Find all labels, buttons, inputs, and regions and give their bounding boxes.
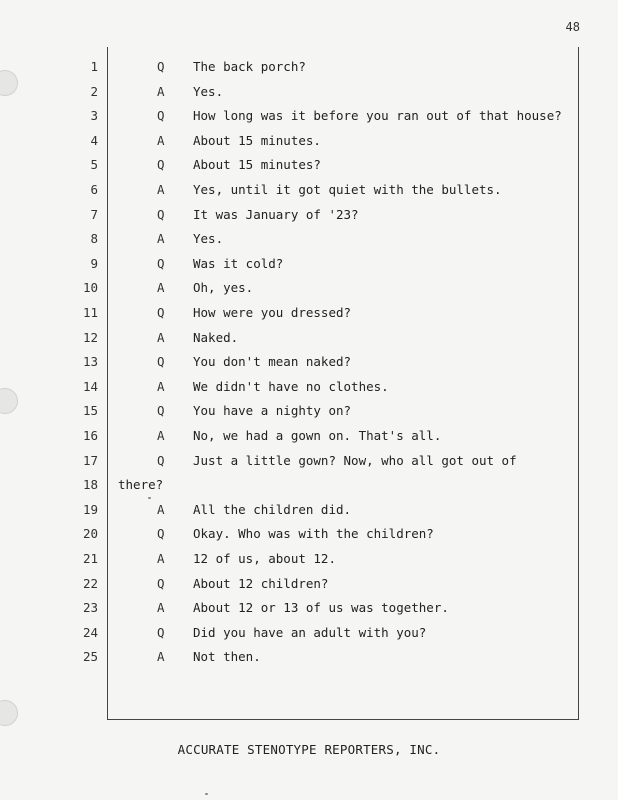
line-number: 5 bbox=[90, 157, 98, 173]
transcript-line bbox=[0, 58, 618, 76]
transcript-line bbox=[0, 83, 618, 101]
line-number: 11 bbox=[82, 305, 98, 320]
line-number: 7 bbox=[90, 206, 98, 222]
line-number: 1 bbox=[90, 59, 98, 74]
speaker-label: A bbox=[157, 600, 165, 616]
testimony-text: Not then. bbox=[193, 649, 261, 665]
testimony-text: Okay. Who was with the children? bbox=[193, 526, 434, 542]
line-number: 16 bbox=[82, 428, 98, 443]
testimony-text: You have a nighty on? bbox=[193, 403, 352, 419]
transcript-line bbox=[0, 181, 618, 199]
testimony-text: Yes, until it got quiet with the bullets. bbox=[193, 182, 502, 197]
testimony-text: About 15 minutes. bbox=[193, 132, 321, 148]
line-number: 18 bbox=[82, 477, 98, 493]
transcript-line bbox=[0, 402, 618, 420]
paper-speck bbox=[205, 793, 208, 795]
testimony-text: We didn't have no clothes. bbox=[193, 378, 389, 394]
transcript-line bbox=[0, 329, 618, 347]
testimony-text: No, we had a gown on. That's all. bbox=[193, 428, 442, 443]
transcript-line bbox=[0, 476, 618, 494]
line-number: 17 bbox=[82, 452, 98, 468]
transcript-line bbox=[0, 353, 618, 371]
testimony-text: You don't mean naked? bbox=[193, 354, 352, 370]
speaker-label: A bbox=[157, 329, 165, 345]
speaker-label: Q bbox=[157, 255, 165, 271]
transcript-line bbox=[0, 156, 618, 174]
transcript-line bbox=[0, 107, 618, 125]
page-number: 48 bbox=[565, 20, 580, 34]
line-number: 15 bbox=[82, 403, 98, 419]
speaker-label: Q bbox=[157, 452, 165, 468]
line-number: 2 bbox=[90, 83, 98, 99]
testimony-text: All the children did. bbox=[193, 501, 352, 517]
speaker-label: Q bbox=[157, 108, 165, 124]
punch-hole-bottom bbox=[0, 700, 18, 726]
transcript-line bbox=[0, 230, 618, 248]
line-number: 24 bbox=[82, 624, 98, 640]
testimony-text: About 12 or 13 of us was together. bbox=[193, 600, 449, 616]
transcript-line bbox=[0, 575, 618, 593]
testimony-text: Just a little gown? Now, who all got out of bbox=[193, 452, 517, 468]
testimony-text: there? bbox=[118, 477, 164, 493]
transcript-line bbox=[0, 599, 618, 617]
transcript-line bbox=[0, 206, 618, 224]
speaker-label: Q bbox=[157, 354, 165, 370]
speaker-label: A bbox=[157, 231, 165, 247]
speaker-label: A bbox=[157, 428, 165, 443]
line-number: 12 bbox=[82, 329, 98, 345]
transcript-line bbox=[0, 525, 618, 543]
speaker-label: A bbox=[157, 132, 165, 148]
testimony-text: About 15 minutes? bbox=[193, 157, 321, 173]
line-number: 22 bbox=[82, 575, 98, 591]
speaker-label: Q bbox=[157, 526, 165, 542]
transcript-line bbox=[0, 501, 618, 519]
speaker-label: Q bbox=[157, 624, 165, 640]
testimony-text: About 12 children? bbox=[193, 575, 329, 591]
transcript-line bbox=[0, 279, 618, 297]
transcript-line bbox=[0, 304, 618, 322]
speaker-label: A bbox=[157, 501, 165, 517]
testimony-text: How long was it before you ran out of that house? bbox=[193, 108, 562, 124]
testimony-text: It was January of '23? bbox=[193, 206, 359, 222]
line-number: 19 bbox=[82, 501, 98, 517]
transcript-line bbox=[0, 648, 618, 666]
testimony-text: The back porch? bbox=[193, 59, 306, 74]
transcript-line bbox=[0, 132, 618, 150]
line-number: 21 bbox=[82, 551, 98, 566]
testimony-text: Oh, yes. bbox=[193, 280, 254, 296]
speaker-label: Q bbox=[157, 403, 165, 419]
speaker-label: Q bbox=[157, 206, 165, 222]
speaker-label: Q bbox=[157, 157, 165, 173]
paper-speck bbox=[148, 497, 151, 499]
testimony-text: Yes. bbox=[193, 83, 224, 99]
testimony-text: 12 of us, about 12. bbox=[193, 551, 336, 566]
transcript-line bbox=[0, 550, 618, 568]
speaker-label: A bbox=[157, 649, 165, 665]
speaker-label: Q bbox=[157, 59, 165, 74]
speaker-label: A bbox=[157, 551, 165, 566]
line-number: 6 bbox=[90, 182, 98, 197]
line-number: 14 bbox=[82, 378, 98, 394]
testimony-text: Yes. bbox=[193, 231, 224, 247]
line-number: 8 bbox=[90, 231, 98, 247]
speaker-label: A bbox=[157, 378, 165, 394]
speaker-label: A bbox=[157, 280, 165, 296]
speaker-label: Q bbox=[157, 305, 165, 320]
testimony-text: Did you have an adult with you? bbox=[193, 624, 427, 640]
speaker-label: Q bbox=[157, 575, 165, 591]
line-number: 13 bbox=[82, 354, 98, 370]
line-number: 3 bbox=[90, 108, 98, 124]
line-number: 25 bbox=[82, 649, 98, 665]
transcript-line bbox=[0, 452, 618, 470]
reporter-footer: ACCURATE STENOTYPE REPORTERS, INC. bbox=[177, 742, 441, 757]
testimony-text: How were you dressed? bbox=[193, 305, 352, 320]
speaker-label: A bbox=[157, 83, 165, 99]
transcript-line bbox=[0, 378, 618, 396]
line-number: 9 bbox=[90, 255, 98, 271]
testimony-text: Was it cold? bbox=[193, 255, 284, 271]
line-number: 20 bbox=[82, 526, 98, 542]
transcript-line bbox=[0, 624, 618, 642]
speaker-label: A bbox=[157, 182, 165, 197]
transcript-line bbox=[0, 427, 618, 445]
line-number: 10 bbox=[82, 280, 98, 296]
line-number: 4 bbox=[90, 132, 98, 148]
transcript-line bbox=[0, 255, 618, 273]
testimony-text: Naked. bbox=[193, 329, 239, 345]
line-number: 23 bbox=[82, 600, 98, 616]
